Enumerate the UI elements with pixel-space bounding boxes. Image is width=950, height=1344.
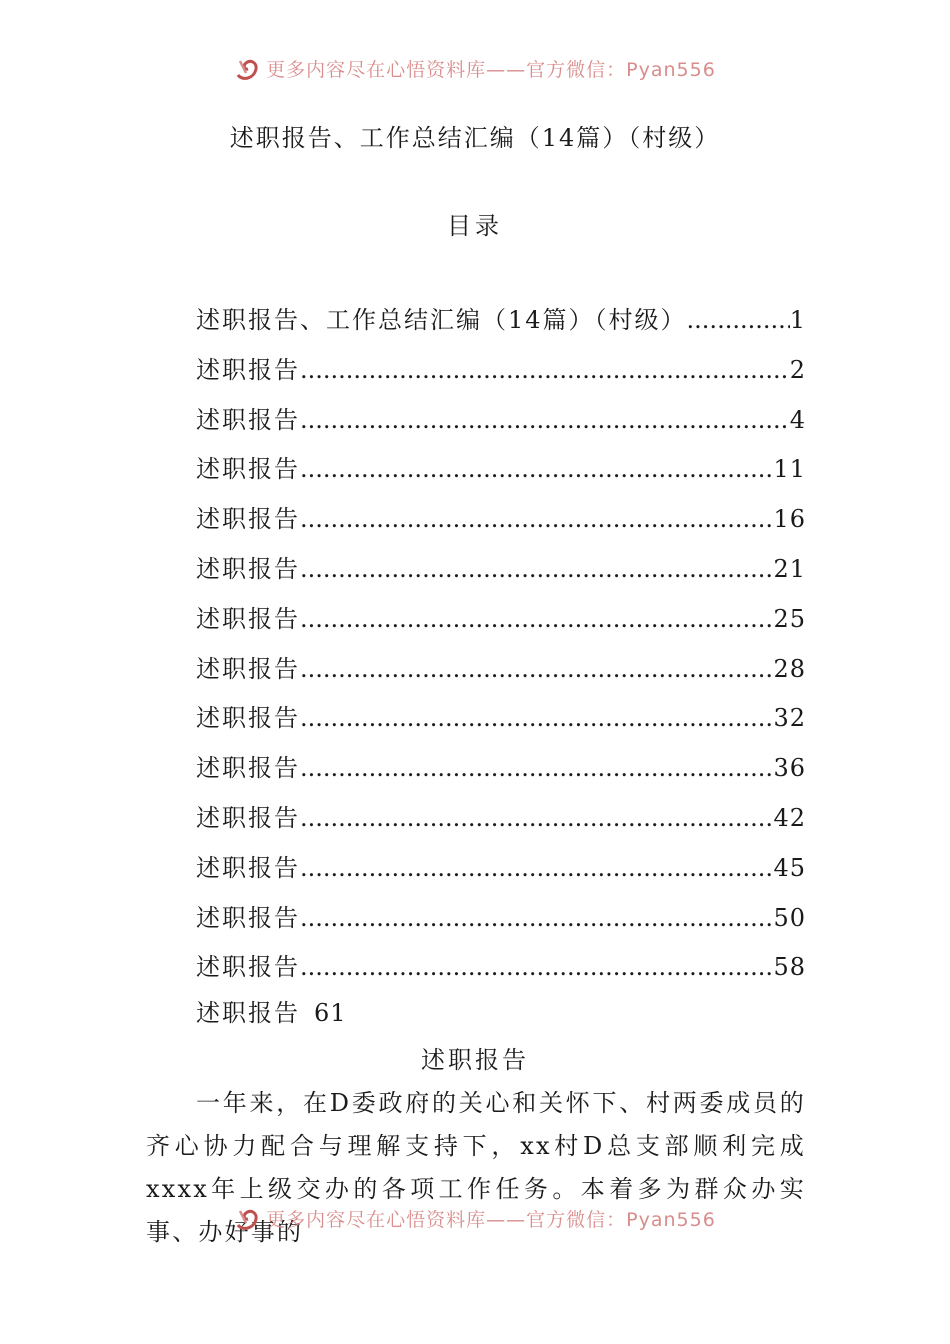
body-paragraph: 一年来，在D委政府的关心和关怀下、村两委成员的齐心协力配合与理解支持下，xx村D总支部顺利完成xxxx年上级交办的各项工作任务。本着多为群众办实事、办好事的 [146,1089,806,1246]
toc-entry-label: 述职报告 [196,754,300,783]
toc-entry-last[interactable] [196,993,347,1028]
toc-entry-label: 述职报告 [196,803,300,832]
toc-entry[interactable] [196,649,806,699]
toc-leader-dots [300,953,773,981]
toc-entry-label: 述职报告 [196,604,300,633]
toc-entry-page: 16 [773,505,806,534]
toc-entry-page: 21 [773,554,806,583]
toc-leader-dots [300,605,773,633]
toc-entry-label: 述职报告 [196,554,300,583]
watermark-text: 更多内容尽在心悟资料库——官方微信：Pyan556 [266,58,716,81]
toc-entry-page: 25 [773,604,806,633]
toc-entry-label: 述职报告 [196,455,300,484]
toc-entry-label: 述职报告 [196,505,300,534]
toc-leader-dots [300,505,773,533]
toc-entry-label: 述职报告 [196,853,300,882]
watermark-logo-icon [234,56,260,81]
toc-entry[interactable] [196,549,806,599]
document-title: 述职报告、工作总结汇编（14篇）（村级） [229,124,721,152]
toc-entry-label: 述职报告、工作总结汇编（14篇）（村级） [196,306,687,334]
toc-entry[interactable] [196,898,806,948]
toc-entry-page: 32 [773,704,806,733]
toc-leader-dots [300,904,773,932]
toc-entry-label: 述职报告 [196,704,300,733]
toc-leader-dots [687,306,790,334]
toc-entry-page: 50 [773,903,806,932]
toc-entry[interactable] [196,449,806,499]
toc-leader-dots [300,704,773,732]
toc-entry[interactable] [196,698,806,748]
toc-entry-label: 述职报告 [196,405,300,434]
toc-entry-page: 61 [314,999,347,1027]
section-title: 述职报告 [421,1046,529,1074]
toc-entry-page: 1 [789,306,806,334]
toc-entry-label: 述职报告 [196,355,300,384]
watermark-top [0,56,950,86]
toc-leader-dots [300,655,773,683]
toc-entry[interactable] [196,300,806,350]
toc-entry[interactable] [196,798,806,848]
toc-heading: 目录 [447,212,503,240]
watermark-bottom [0,1206,950,1236]
toc-entry[interactable] [196,350,806,400]
toc-leader-dots [300,356,790,384]
watermark-logo-icon [234,1206,260,1231]
toc-entry-page: 58 [773,953,806,982]
toc-entry-label: 述职报告 [196,654,300,683]
toc-entry[interactable] [196,748,806,798]
toc-entry[interactable] [196,400,806,450]
toc-leader-dots [300,406,790,434]
toc-leader-dots [300,804,773,832]
toc-entry-label: 述职报告 [196,953,300,982]
table-of-contents [196,300,806,997]
toc-entry[interactable] [196,499,806,549]
toc-entry-page: 11 [773,455,806,484]
toc-entry[interactable] [196,848,806,898]
toc-entry[interactable] [196,947,806,997]
toc-entry-page: 4 [789,405,806,434]
watermark-text: 更多内容尽在心悟资料库——官方微信：Pyan556 [266,1208,716,1231]
toc-leader-dots [300,754,773,782]
toc-entry-label: 述职报告 [196,903,300,932]
toc-entry-page: 36 [773,754,806,783]
toc-entry-page: 28 [773,654,806,683]
toc-leader-dots [300,455,773,483]
toc-entry-page: 45 [773,853,806,882]
toc-entry-page: 2 [789,355,806,384]
toc-leader-dots [300,854,773,882]
toc-leader-dots [300,555,773,583]
toc-entry[interactable] [196,599,806,649]
toc-entry-label: 述职报告 [196,999,300,1027]
toc-entry-page: 42 [773,803,806,832]
